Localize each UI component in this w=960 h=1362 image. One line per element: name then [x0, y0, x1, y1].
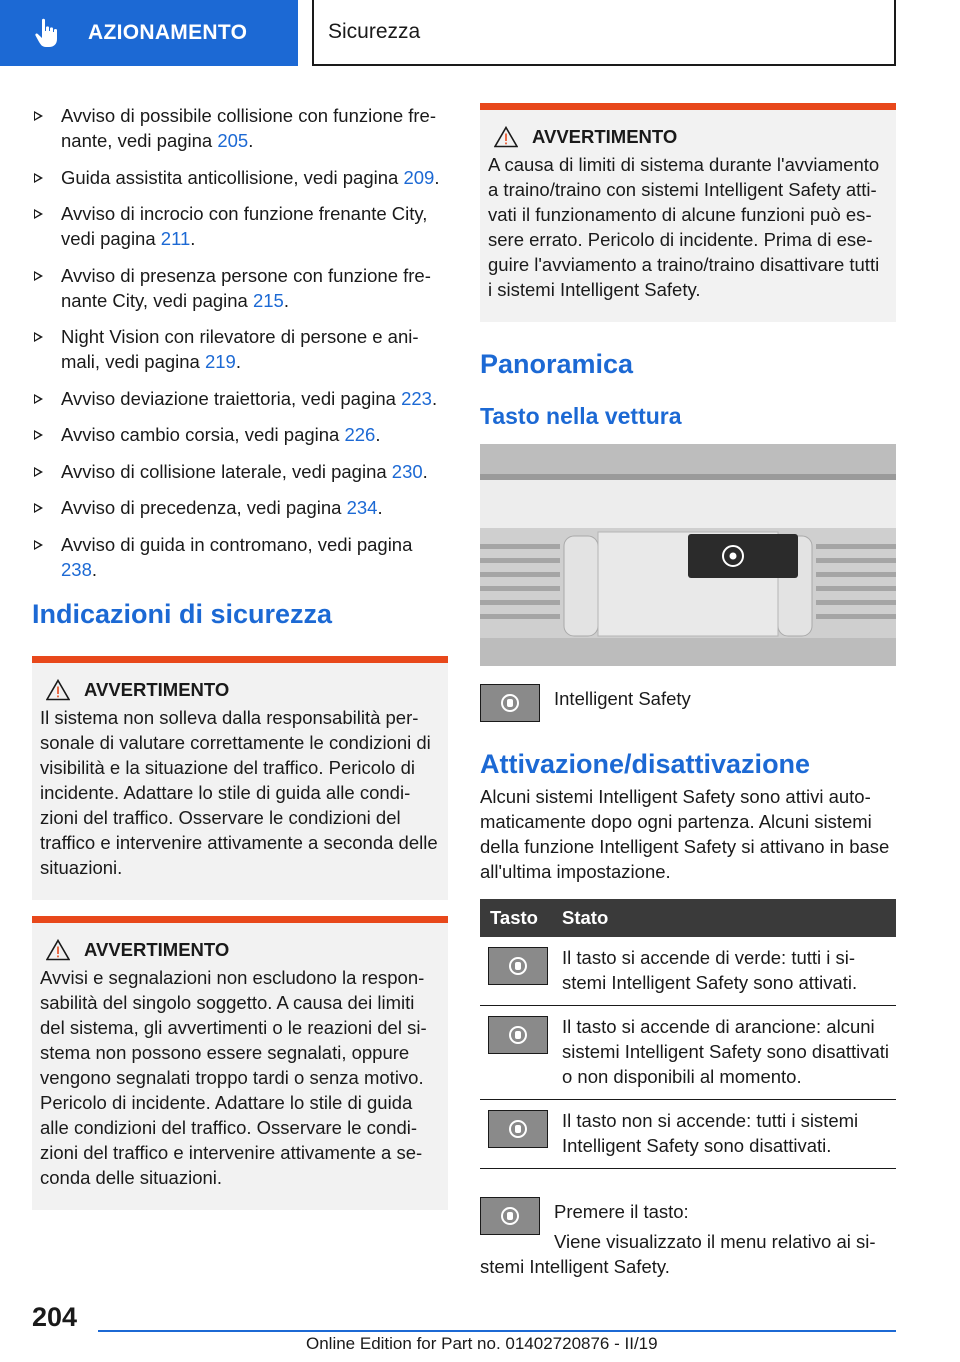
triangle-bullet-icon: [34, 430, 43, 440]
press-label: Premere il tasto:: [554, 1201, 689, 1222]
list-item-period: .: [248, 130, 254, 151]
list-item: [32, 422, 448, 447]
warning-triangle-icon: [46, 939, 70, 961]
hand-pointer-icon: [28, 13, 68, 53]
list-item: [32, 263, 448, 313]
dashboard-button-photo: [480, 444, 896, 666]
triangle-bullet-icon: [34, 394, 43, 404]
warning-title-text: AVVERTIMENTO: [84, 678, 230, 700]
page-link[interactable]: 226: [344, 424, 376, 445]
list-item-period: .: [283, 289, 289, 311]
page-link[interactable]: 205: [217, 130, 249, 151]
warning-title: [40, 679, 440, 701]
chapter-title: AZIONAMENTO: [88, 21, 248, 44]
warning-box: [480, 103, 896, 322]
list-item-period: .: [434, 166, 440, 188]
edition-text: Online Edition for Part no. 01402720876 - II/19: [306, 1334, 658, 1353]
list-item-text: Avviso cambio corsia, vedi pagina: [61, 424, 345, 445]
table-row: [480, 937, 896, 1006]
heading-safety-notes: Indicazioni di sicurezza: [32, 598, 333, 629]
warning-title: [488, 126, 888, 148]
table-cell-state: Il tasto si accende di verde: tutti i sistemi Intelligent Safety sono attivati.: [562, 937, 896, 1006]
page-link[interactable]: 219: [204, 351, 236, 372]
heading-overview: Panoramica: [480, 349, 634, 379]
list-item-period: .: [377, 497, 383, 518]
table-cell-state: Il tasto non si accende: tutti i sistemi Intelligent Safety sono disattivati.: [562, 1100, 896, 1169]
table-row: [480, 1100, 896, 1169]
page-link[interactable]: 238: [61, 558, 92, 580]
page-link[interactable]: 209: [403, 166, 435, 188]
triangle-bullet-icon: [34, 540, 43, 550]
list-item-period: .: [422, 460, 428, 482]
intelligent-safety-button-icon: [488, 947, 548, 985]
triangle-bullet-icon: [34, 173, 43, 183]
warning-triangle-icon: [46, 679, 70, 701]
state-table: [480, 899, 896, 1169]
list-item: [32, 386, 448, 411]
list-item-period: .: [190, 228, 196, 249]
table-row: [480, 1006, 896, 1100]
table-cell-state: Il tasto si accende di arancione: alcuni sistemi Intelligent Safety sono disattivati o non disponibili al momento.: [562, 1006, 896, 1100]
footer-divider: [98, 1330, 896, 1332]
button-legend: [480, 684, 896, 722]
triangle-bullet-icon: [34, 332, 43, 342]
warning-title: [40, 939, 440, 961]
triangle-bullet-icon: [34, 271, 43, 281]
warning-triangle-icon: [494, 126, 518, 148]
table-cell-icon: [480, 1100, 562, 1169]
warning-body: Avvisi e segnalazioni non escludono la responsabilità del singolo soggetto. A causa dei limiti del sistema, gli avvertimenti o le reazioni del sistema non possono essere segnalati, oppure vengono segnalati troppo tardi o senza motivo. Pericolo di incidente. Adattare lo stile di guida alle condizioni del traffico. Osservare le condizioni del traffico e intervenire attivamente a seconda delle situazioni.: [40, 966, 427, 1188]
page-link[interactable]: 223: [401, 387, 432, 409]
list-item: [32, 103, 448, 153]
list-item-period: .: [431, 387, 438, 409]
list-item-period: .: [91, 558, 98, 580]
list-item-text: Avviso deviazione traiettoria, vedi pagina: [61, 387, 402, 409]
triangle-bullet-icon: [34, 503, 43, 513]
intelligent-safety-button-icon: [488, 1110, 548, 1148]
list-item-text: Avviso di presenza persone con funzione frenante City, vedi pagina: [61, 264, 431, 311]
button-caption: Intelligent Safety: [554, 688, 691, 709]
page-link[interactable]: 230: [391, 460, 423, 482]
right-column: [480, 103, 896, 1279]
table-header-row: [480, 899, 896, 937]
subheading-button: Tasto nella vettura: [480, 403, 682, 429]
warning-title-text: AVVERTIMENTO: [84, 938, 230, 960]
page-link[interactable]: 211: [160, 228, 191, 249]
page-link[interactable]: 215: [252, 289, 284, 311]
press-result: Viene visualizzato il menu relativo ai sistemi Intelligent Safety.: [480, 1231, 876, 1277]
intelligent-safety-button-icon[interactable]: [480, 1197, 540, 1235]
triangle-bullet-icon: [34, 209, 43, 219]
list-item: [32, 532, 448, 582]
list-item-period: .: [235, 351, 241, 372]
list-item: [32, 201, 448, 251]
system-list: [32, 103, 448, 582]
list-item-text: Avviso di precedenza, vedi pagina: [61, 497, 347, 518]
warning-title-text: AVVERTIMENTO: [532, 126, 678, 147]
intelligent-safety-button-icon[interactable]: [480, 684, 540, 722]
warning-box: [32, 656, 448, 900]
table-cell-icon: [480, 1006, 562, 1100]
list-item-text: Guida assistita anticollisione, vedi pagina: [61, 166, 404, 188]
page-number: 204: [32, 1302, 78, 1332]
column-header-tasto: Tasto: [480, 899, 562, 937]
left-column: [32, 103, 448, 1210]
triangle-bullet-icon: [34, 111, 43, 121]
activation-text: Alcuni sistemi Intelligent Safety sono attivi automaticamente dopo ogni partenza. Alcuni sistemi della funzione Intelligent Safety si attivano in base all'ultima impostazione.: [480, 786, 890, 882]
section-header: [312, 0, 896, 66]
heading-activation: Attivazione/disattivazione: [480, 749, 811, 779]
list-item-text: Avviso di possibile collisione con funzione frenante, vedi pagina: [61, 105, 437, 151]
list-item-text: Avviso di collisione laterale, vedi pagina: [61, 460, 392, 482]
column-header-stato: Stato: [562, 899, 896, 937]
list-item-text: Avviso di incrocio con funzione frenante City, vedi pagina: [61, 203, 428, 249]
list-item: [32, 459, 448, 484]
triangle-bullet-icon: [34, 467, 43, 477]
table-cell-icon: [480, 937, 562, 1006]
intelligent-safety-button-icon: [488, 1016, 548, 1054]
list-item: [32, 165, 448, 190]
list-item: [32, 324, 448, 374]
section-title: Sicurezza: [328, 20, 421, 43]
chapter-tab[interactable]: [0, 0, 298, 66]
page-link[interactable]: 234: [346, 497, 378, 518]
warning-box: [32, 916, 448, 1210]
list-item: [32, 495, 448, 520]
list-item-text: Night Vision con rilevatore di persone e animali, vedi pagina: [61, 326, 419, 372]
warning-body: Il sistema non solleva dalla responsabilità personale di valutare correttamente le condizioni di visibilità e la situazione del traffico. Pericolo di incidente. Adattare lo stile di guida alle condizioni del traffico. Osservare le condizioni del traffico e intervenire attivamente a seconda delle situazioni.: [40, 706, 438, 878]
list-item-text: Avviso di guida in contromano, vedi pagina: [61, 533, 413, 555]
warning-body: A causa di limiti di sistema durante l'avviamento a traino/traino con sistemi Intelligent Safety attivati il funzionamento di alcune funzioni può essere errato. Pericolo di incidente. Prima di eseguire l'avviamento a traino/traino disattivare tutti i sistemi Intelligent Safety.: [488, 154, 880, 300]
list-item-period: .: [375, 424, 381, 445]
